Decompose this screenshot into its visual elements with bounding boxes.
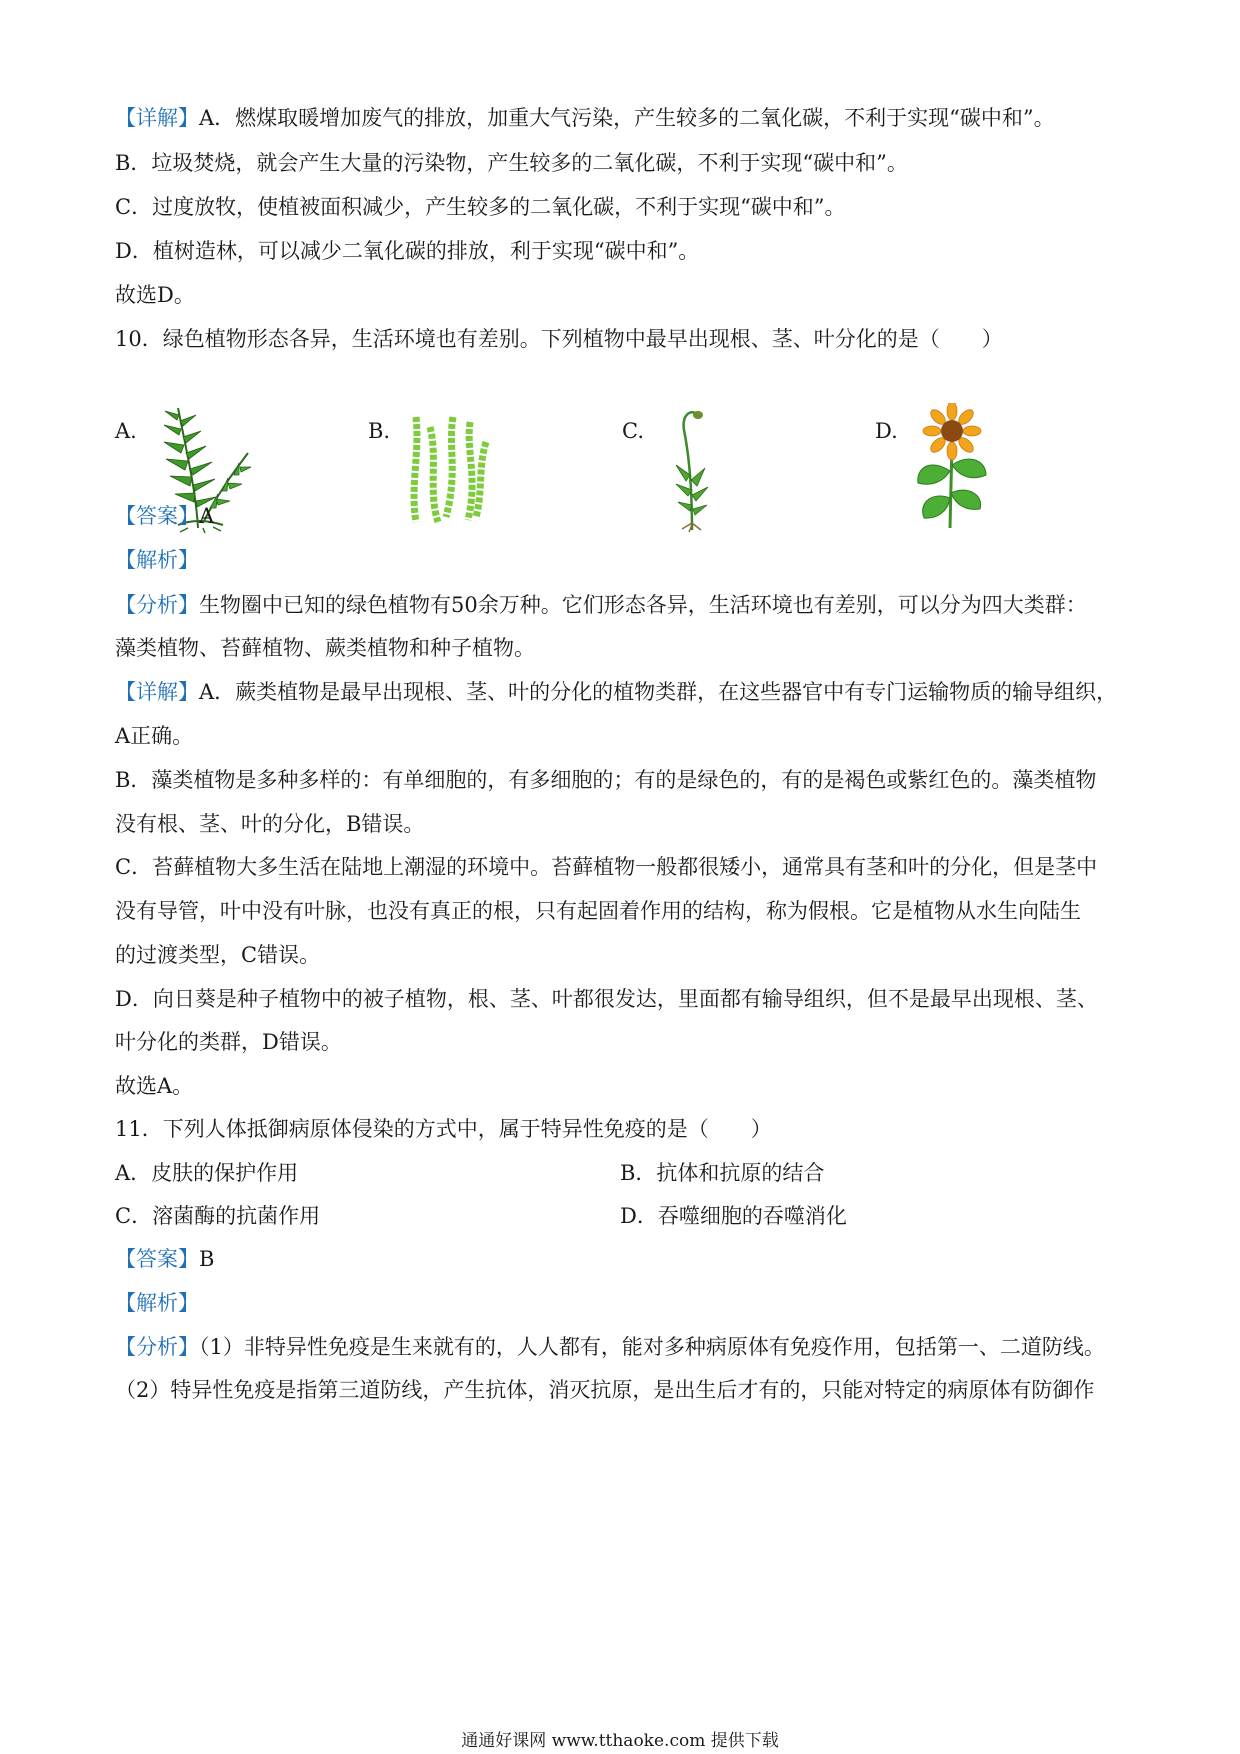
q9-detail-a: 【详解】A．燃煤取暖增加废气的排放，加重大气污染，产生较多的二氧化碳，不利于实现“碳中和”。: [115, 106, 1055, 130]
q10-detail-d2: 叶分化的类群，D错误。: [115, 1030, 342, 1054]
page-footer: 通通好课网 www.tthaoke.com 提供下载: [461, 1731, 779, 1751]
q9-detail-b: B．垃圾焚烧，就会产生大量的污染物，产生较多的二氧化碳，不利于实现“碳中和”。: [115, 151, 908, 175]
q11-fenxi-2: （2）特异性免疫是指第三道防线，产生抗体，消灭抗原，是出生后才有的，只能对特定的病原体有防御作: [115, 1378, 1095, 1402]
q10-analysis-tag: 【解析】: [115, 548, 199, 572]
q10-option-d-label: D.: [875, 419, 898, 443]
q11-fenxi-1: 【分析】（1）非特异性免疫是生来就有的，人人都有，能对多种病原体有免疫作用，包括第一、二道防线。: [115, 1335, 1105, 1359]
q9-detail-d: D．植树造林，可以减少二氧化碳的排放，利于实现“碳中和”。: [115, 239, 700, 263]
q10-fenxi-2: 藻类植物、苔藓植物、蕨类植物和种子植物。: [115, 636, 535, 660]
q11-answer: 【答案】B: [115, 1247, 215, 1271]
q10-choice: 故选A。: [115, 1074, 194, 1098]
q10-fenxi-1: 【分析】生物圈中已知的绿色植物有50余万种。它们形态各异，生活环境也有差别，可以分为四大类群：: [115, 593, 1087, 617]
q10-detail-b2: 没有根、茎、叶的分化，B错误。: [115, 812, 425, 836]
fenxi-tag: 【分析】: [115, 1335, 199, 1359]
q10-detail-c1: C．苔藓植物大多生活在陆地上潮湿的环境中。苔藓植物一般都很矮小，通常具有茎和叶的分化，但是茎中: [115, 855, 1098, 879]
q11-stem: 11．下列人体抵御病原体侵染的方式中，属于特异性免疫的是（ ）: [115, 1117, 772, 1141]
q10-answer: 【答案】A: [115, 504, 215, 528]
detail-tag: 【详解】: [115, 106, 199, 130]
q11-option-c: C．溶菌酶的抗菌作用: [115, 1204, 321, 1228]
answer-tag: 【答案】: [115, 504, 199, 528]
q10-option-a-label: A.: [115, 419, 137, 443]
q9-choice: 故选D。: [115, 283, 195, 307]
q11-option-d: D．吞噬细胞的吞噬消化: [620, 1204, 847, 1228]
q10-detail-b1: B．藻类植物是多种多样的：有单细胞的，有多细胞的；有的是绿色的，有的是褐色或紫红色的。藻类植物: [115, 768, 1097, 792]
q10-option-c-label: C.: [622, 419, 644, 443]
q9-detail-c: C．过度放牧，使植被面积减少，产生较多的二氧化碳，不利于实现“碳中和”。: [115, 195, 846, 219]
answer-tag: 【答案】: [115, 1247, 199, 1271]
detail-tag: 【详解】: [115, 680, 199, 704]
q10-detail-a2: A正确。: [115, 724, 194, 748]
q10-detail-a1: 【详解】A．蕨类植物是最早出现根、茎、叶的分化的植物类群，在这些器官中有专门运输物质的输导组织，: [115, 680, 1118, 704]
q11-option-a: A．皮肤的保护作用: [115, 1161, 299, 1185]
q10-detail-c3: 的过渡类型，C错误。: [115, 943, 321, 967]
q10-detail-c2: 没有导管，叶中没有叶脉，也没有真正的根，只有起固着作用的结构，称为假根。它是植物从水生向陆生: [115, 899, 1081, 923]
fenxi-tag: 【分析】: [115, 593, 199, 617]
q11-option-b: B．抗体和抗原的结合: [620, 1161, 825, 1185]
q10-detail-d1: D．向日葵是种子植物中的被子植物，根、茎、叶都很发达，里面都有输导组织，但不是最早出现根、茎、: [115, 987, 1098, 1011]
q11-analysis-tag: 【解析】: [115, 1291, 199, 1315]
q10-option-b-label: B.: [368, 419, 391, 443]
q10-stem: 10．绿色植物形态各异，生活环境也有差别。下列植物中最早出现根、茎、叶分化的是（ ）: [115, 327, 1003, 351]
